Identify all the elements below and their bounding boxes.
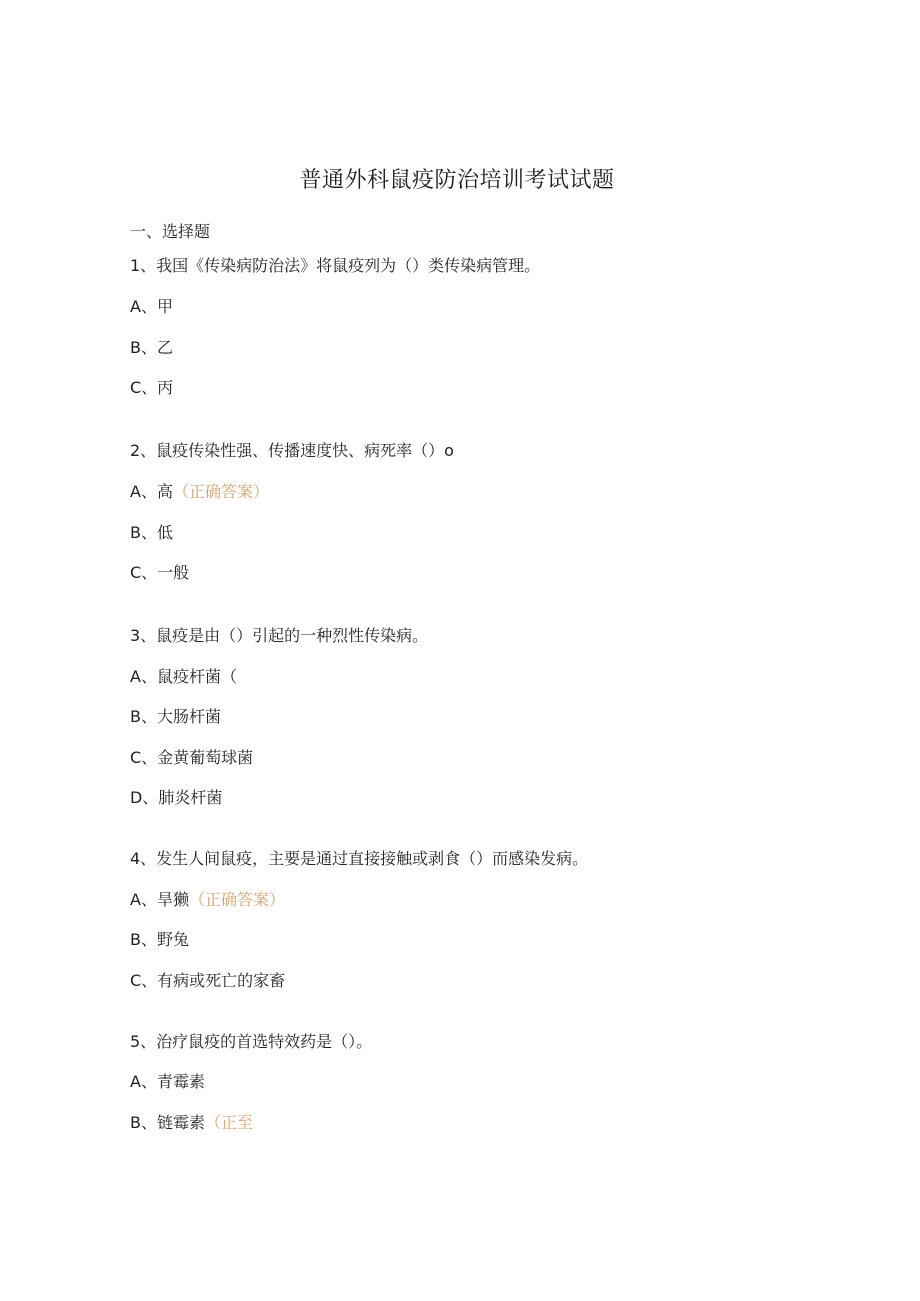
- option-text: C、丙: [130, 378, 174, 397]
- question-3-option-d: [130, 788, 222, 808]
- option-text: B、低: [130, 523, 173, 542]
- option-text: C、一般: [130, 563, 190, 582]
- question-4-option-a: [130, 890, 285, 910]
- question-5-option-b: [130, 1113, 253, 1133]
- question-3-option-b: [130, 707, 221, 727]
- question-2-option-b: [130, 523, 173, 543]
- question-5-stem: 5、治疗鼠疫的首选特效药是（）。: [130, 1032, 373, 1051]
- correct-answer-mark: （正确答案）: [172, 482, 269, 501]
- question-1-stem: 1、我国《传染病防治法》将鼠疫列为（）类传染病管理。: [130, 256, 541, 275]
- option-text: B、野兔: [130, 930, 189, 949]
- question-2-option-c: [130, 563, 189, 583]
- question-4-stem: 4、发生人间鼠疫，主要是通过直接接触或剥食（）而感染发病。: [130, 849, 589, 868]
- question-2-stem: 2、鼠疫传染性强、传播速度快、病死率（）o: [130, 441, 454, 460]
- question-3-stem: 3、鼠疫是由（）引起的一种烈性传染病。: [130, 626, 429, 645]
- question-1-option-a: [130, 297, 173, 317]
- correct-answer-mark: （正至: [204, 1113, 253, 1132]
- question-4-option-b: [130, 930, 189, 950]
- option-text: A、青霉素: [130, 1072, 205, 1091]
- question-3-option-a: [130, 667, 237, 687]
- question-3-option-c: [130, 748, 253, 768]
- section-heading: 一、选择题: [130, 222, 211, 241]
- page-title: 普通外科鼠疫防治培训考试试题: [299, 168, 615, 193]
- question-1-option-c: [130, 378, 173, 398]
- question-1-option-b: [130, 338, 173, 358]
- question-2-option-a: [130, 482, 269, 502]
- option-text: D、肺炎杆菌: [130, 788, 223, 807]
- option-text: B、大肠杆菌: [130, 707, 221, 726]
- option-text: A、甲: [130, 297, 173, 316]
- option-text: A、旱獭: [130, 890, 189, 909]
- option-text: C、有病或死亡的家畜: [130, 971, 286, 990]
- option-text: B、乙: [130, 338, 173, 357]
- option-text: A、鼠疫杆菌（: [130, 667, 237, 686]
- option-text: C、金黄葡萄球菌: [130, 748, 254, 767]
- option-text: B、链霉素: [130, 1113, 205, 1132]
- option-text: A、高: [130, 482, 173, 501]
- question-5-option-a: [130, 1072, 205, 1092]
- correct-answer-mark: （正确答案）: [188, 890, 285, 909]
- question-4-option-c: [130, 971, 285, 991]
